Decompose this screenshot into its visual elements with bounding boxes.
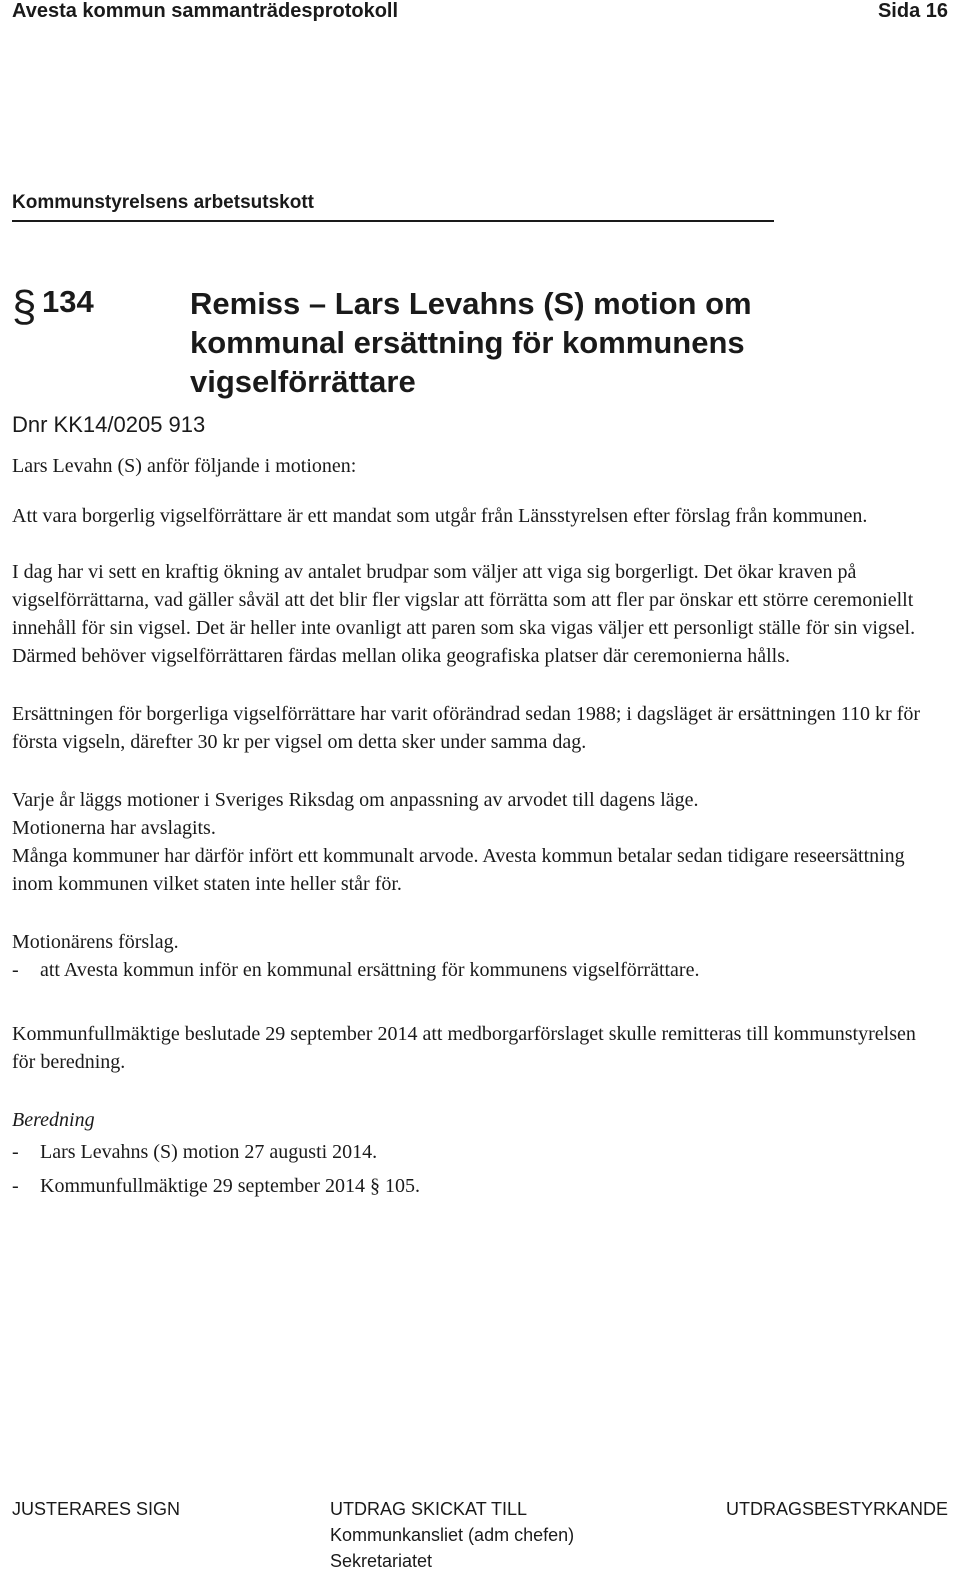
document-title: Avesta kommun sammanträdesprotokoll bbox=[12, 0, 399, 22]
footer-recipient: Sekretariatet bbox=[330, 1551, 433, 1571]
paragraph: Varje år läggs motioner i Sveriges Riksdag om anpassning av arvodet till dagens läge. bbox=[12, 789, 699, 811]
section-title bbox=[190, 284, 840, 401]
paragraph: Kommunfullmäktige beslutade 29 september 2014 att medborgarförslaget skulle remitteras till kommunstyrelsen för beredning. bbox=[12, 1023, 916, 1073]
dash: - bbox=[12, 1141, 19, 1163]
footer-recipient: Kommunkansliet (adm chefen) bbox=[330, 1525, 575, 1545]
beredning-item bbox=[12, 1172, 942, 1200]
dnr-reference: Dnr KK14/0205 913 bbox=[12, 412, 206, 437]
paragraph-sign: § bbox=[12, 282, 37, 331]
paragraph: Att vara borgerlig vigselförrättare är ett mandat som utgår från Länsstyrelsen efter förslag från kommunen. bbox=[12, 505, 868, 527]
footer-justerares: JUSTERARES SIGN bbox=[12, 1499, 181, 1519]
footer-utdragsbestyrkande: UTDRAGSBESTYRKANDE bbox=[725, 1499, 948, 1519]
footer-utdrag-title: UTDRAG SKICKAT TILL bbox=[330, 1499, 528, 1519]
section-title-line: kommunal ersättning för kommunens bbox=[190, 325, 745, 360]
section-title-line: vigselförrättare bbox=[190, 364, 416, 399]
proposal-heading: Motionärens förslag. bbox=[12, 931, 179, 953]
section-title-line: Remiss – Lars Levahns (S) motion om bbox=[190, 286, 752, 321]
beredning-text: Kommunfullmäktige 29 september 2014 § 105. bbox=[40, 1175, 420, 1197]
paragraph: Motionerna har avslagits. bbox=[12, 817, 216, 839]
committee-heading: Kommunstyrelsens arbetsutskott bbox=[12, 192, 774, 222]
proposal-text: att Avesta kommun inför en kommunal ersättning för kommunens vigselförrättare. bbox=[40, 959, 700, 981]
proposal-item bbox=[12, 956, 942, 984]
paragraph: I dag har vi sett en kraftig ökning av antalet brudpar som väljer att viga sig borgerligt. Det ökar kraven på vigselförrättarna, vad gäller såväl att det blir fler vigslar att förrätta som att fler par önskar ett större ceremoniellt innehåll för sin vigsel. Det är heller inte ovanligt att paren som ska vigas väljer ett personligt ställe för sin vigsel. Därmed behöver vigselförrättaren färdas mellan olika geografiska platser där ceremonierna hålls. bbox=[12, 561, 916, 667]
dash: - bbox=[12, 1175, 19, 1197]
section-heading bbox=[12, 282, 942, 399]
footer-utdrag-skickat bbox=[330, 1496, 574, 1574]
page-header bbox=[12, 0, 948, 26]
beredning-heading: Beredning bbox=[12, 1109, 95, 1131]
page-footer bbox=[12, 1496, 948, 1586]
beredning-item bbox=[12, 1138, 942, 1166]
section-number: 134 bbox=[42, 284, 94, 319]
beredning-text: Lars Levahns (S) motion 27 augusti 2014. bbox=[40, 1141, 378, 1163]
paragraph: Många kommuner har därför infört ett kommunalt arvode. Avesta kommun betalar sedan tidigare reseersättning inom kommunen vilket staten inte heller står för. bbox=[12, 845, 905, 895]
page-number: Sida 16 bbox=[877, 0, 948, 22]
paragraph: Ersättningen för borgerliga vigselförrättare har varit oförändrad sedan 1988; i dagsläget är ersättningen 110 kr för första vigseln, därefter 30 kr per vigsel om detta sker under samma dag. bbox=[12, 703, 921, 753]
intro-paragraph: Lars Levahn (S) anför följande i motionen: bbox=[12, 455, 357, 477]
dash: - bbox=[12, 959, 19, 981]
body-text bbox=[12, 452, 942, 1200]
